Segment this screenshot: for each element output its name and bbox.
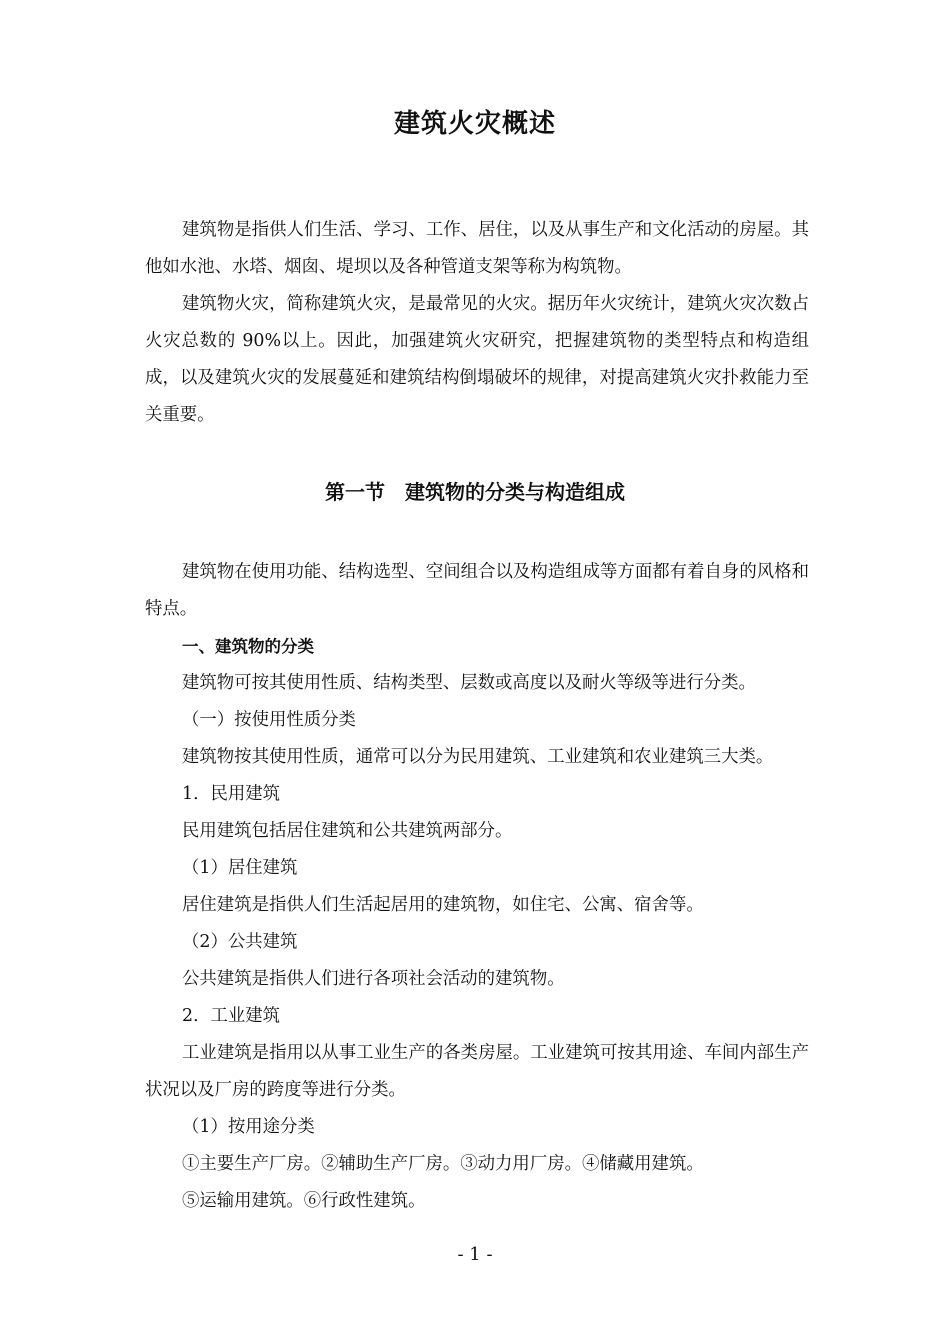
page-number: - 1 -: [457, 1244, 493, 1265]
heading-classification: 一、建筑物的分类: [182, 637, 314, 656]
body-paragraph-residential: 居住建筑是指供人们生活起居用的建筑物，如住宅、公寓、宿舍等。: [182, 895, 704, 915]
subheading-industrial: 2．工业建筑: [182, 1006, 281, 1026]
list-line-2: ⑤运输用建筑。⑥行政性建筑。: [182, 1191, 426, 1211]
body-paragraph-by-use: 建筑物按其使用性质，通常可以分为民用建筑、工业建筑和农业建筑三大类。: [182, 747, 774, 767]
subheading-civil: 1．民用建筑: [182, 784, 281, 804]
list-line-1: ①主要生产厂房。②辅助生产厂房。③动力用厂房。④储藏用建筑。: [182, 1154, 704, 1174]
document-title: 建筑火灾概述: [393, 109, 556, 139]
subheading-residential: （1）居住建筑: [182, 858, 298, 878]
body-paragraph-overview: 建筑物在使用功能、结构选型、空间组合以及构造组成等方面都有着自身的风格和特点。: [145, 562, 809, 619]
section-heading: 第一节 建筑物的分类与构造组成: [325, 480, 625, 504]
body-paragraph-public: 公共建筑是指供人们进行各项社会活动的建筑物。: [182, 969, 565, 989]
intro-paragraph-2: 建筑物火灾，简称建筑火灾，是最常见的火灾。据历年火灾统计，建筑火灾次数占火灾总数的 90%以上。因此，加强建筑火灾研究，把握建筑物的类型特点和构造组成，以及建筑火灾的发展蔓延和建筑结构倒塌破坏的规律，对提高建筑火灾扑救能力至关重要。: [145, 294, 809, 425]
body-paragraph-classification: 建筑物可按其使用性质、结构类型、层数或高度以及耐火等级等进行分类。: [182, 673, 756, 693]
body-paragraph-industrial: 工业建筑是指用以从事工业生产的各类房屋。工业建筑可按其用途、车间内部生产状况以及厂房的跨度等进行分类。: [145, 1043, 809, 1100]
subheading-by-use: （一）按使用性质分类: [182, 710, 356, 730]
intro-paragraph-1: 建筑物是指供人们生活、学习、工作、居住，以及从事生产和文化活动的房屋。其他如水池、水塔、烟囱、堤坝以及各种管道支架等称为构筑物。: [145, 220, 809, 277]
subheading-industrial-by-use: （1）按用途分类: [182, 1117, 315, 1137]
body-paragraph-civil: 民用建筑包括居住建筑和公共建筑两部分。: [182, 821, 513, 841]
subheading-public: （2）公共建筑: [182, 932, 298, 952]
